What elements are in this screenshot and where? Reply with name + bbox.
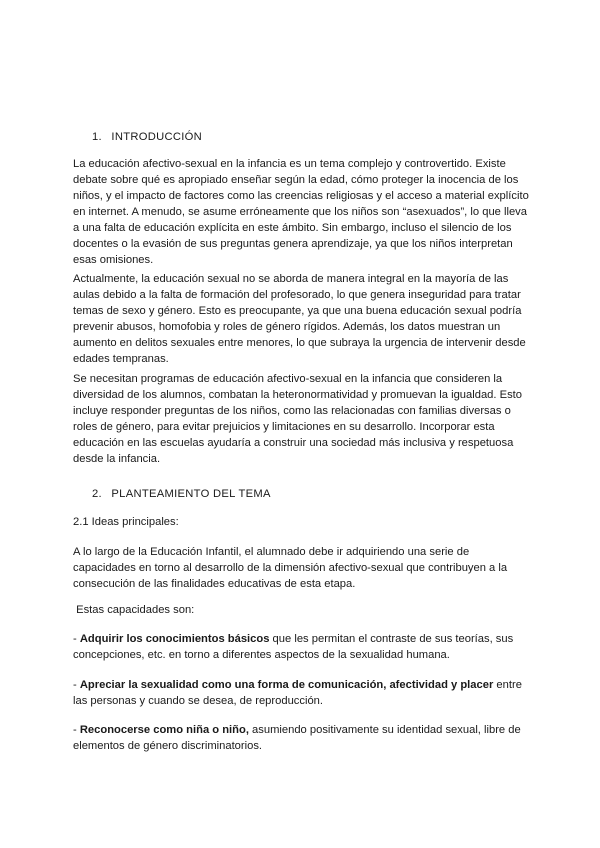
capacity-item (73, 631, 529, 663)
tema-intro-paragraph: A lo largo de la Educación Infantil, el alumnado debe ir adquiriendo una serie de capacidades en torno al desarrollo de la dimensión afectivo-sexual que contribuyen a la consecución de las finalidades educativas de esta etapa. (73, 546, 508, 590)
section-heading-introduccion (92, 131, 202, 143)
capacities-intro: Estas capacidades son: (73, 604, 195, 616)
capacity-prefix: - (73, 724, 80, 736)
capacity-item (73, 677, 529, 709)
section-number: 1. (92, 131, 102, 143)
capacity-text: asumiendo positivamente su identidad sexual, libre de elementos de género discriminatorios. (73, 724, 521, 752)
section-title: INTRODUCCIÓN (111, 131, 203, 143)
capacity-bold-text: Apreciar la sexualidad como una forma de comunicación, afectividad y placer (79, 679, 494, 691)
capacity-bold-text: Reconocerse como niña o niño, (79, 724, 249, 736)
section-number: 2. (92, 488, 102, 500)
section-heading-planteamiento (92, 488, 271, 500)
intro-paragraph-1: La educación afectivo-sexual en la infancia es un tema complejo y controvertido. Existe debate sobre qué es apropiado enseñar según la edad, cómo proteger la inocencia de los niños, y el impacto de factores como las creencias religiosas y el acceso a material explícito en internet. A menudo, se asume erróneamente que los niños son “asexuados”, lo que lleva a una falta de educación explícita en este ámbito. Sin embargo, incluso el silencio de los docentes o la evasión de sus preguntas genera aprendizaje, ya que los niños interpretan esas omisiones. (73, 158, 529, 266)
capacity-prefix: - (73, 679, 80, 691)
capacity-text: entre las personas y cuando se desea, de reproducción. (73, 679, 522, 707)
intro-paragraph-3: Se necesitan programas de educación afectivo-sexual en la infancia que consideren la diversidad de los alumnos, combatan la heteronormatividad y promuevan la igualdad. Esto incluye responder preguntas de los niños, como las relacionadas con familias diversas o roles de género, para evitar prejuicios y limitaciones en su desarrollo. Incorporar esta educación en las escuelas ayudaría a construir una sociedad más inclusiva y respetuosa desde la infancia. (73, 373, 523, 465)
capacity-item (73, 722, 529, 754)
capacity-prefix: - (73, 633, 80, 645)
capacity-bold-text: Adquirir los conocimientos básicos (79, 633, 270, 645)
subheading-ideas-principales: 2.1 Ideas principales: (73, 516, 179, 528)
section-title: PLANTEAMIENTO DEL TEMA (111, 488, 271, 500)
intro-paragraph-2: Actualmente, la educación sexual no se aborda de manera integral en la mayoría de las aulas debido a la falta de formación del profesorado, lo que genera inseguridad para tratar temas de sexo y género. Esto es preocupante, ya que una buena educación sexual podría prevenir abusos, homofobia y roles de género rígidos. Además, los datos muestran un aumento en delitos sexuales entre menores, lo que subraya la urgencia de intervenir desde edades tempranas. (73, 273, 526, 365)
capacity-text: que les permitan el contraste de sus teorías, sus concepciones, etc. en torno a diferentes aspectos de la sexualidad humana. (73, 633, 514, 661)
